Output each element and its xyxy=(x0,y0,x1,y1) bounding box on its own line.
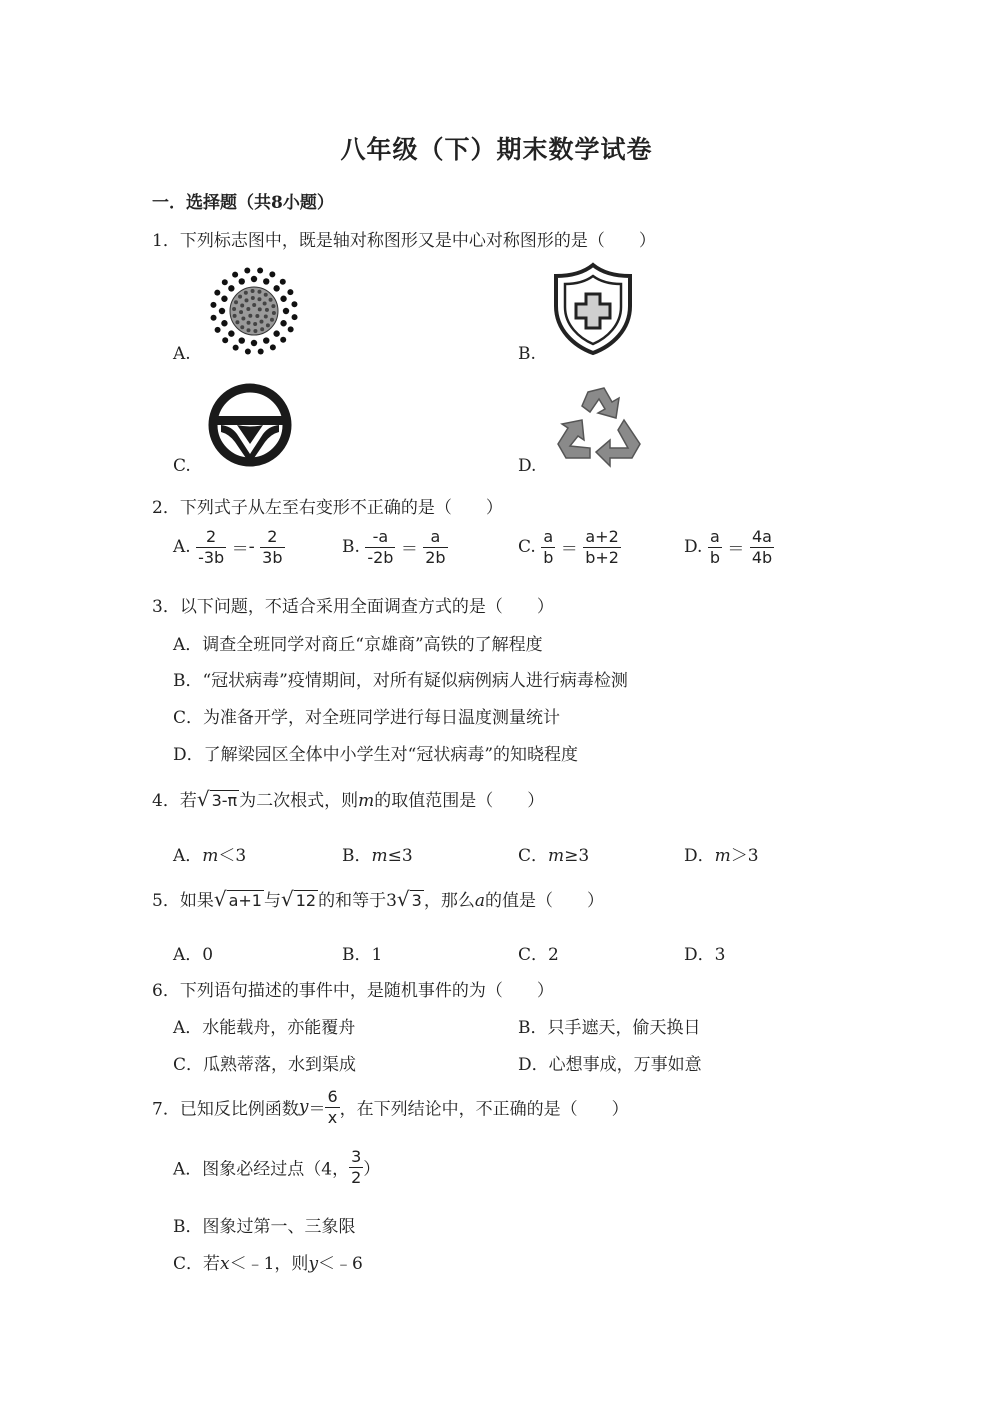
q2b-den2: 2b xyxy=(425,547,446,567)
q2-option-c xyxy=(518,528,621,566)
q7-option-b: B．图象过第一、三象限 xyxy=(173,1217,356,1237)
q5-var: a xyxy=(474,891,485,911)
q2b-left-fraction xyxy=(365,528,395,566)
q1-label-d: D. xyxy=(518,456,537,476)
q5-option-a: A．0 xyxy=(173,945,214,965)
q1-label-a: A. xyxy=(173,344,191,364)
q5-radicand-1: a+1 xyxy=(228,891,262,910)
q2b-right-fraction xyxy=(423,528,447,566)
q2b-den1: -2b xyxy=(367,547,394,567)
q2c-equals: ＝ xyxy=(560,539,578,560)
q4-prefix: 4．若 xyxy=(152,791,197,811)
q4-var: m xyxy=(358,791,375,811)
q4-mid: 为二次根式，则 xyxy=(239,791,359,811)
q5-radical-2 xyxy=(281,887,318,911)
q5-join: 与 xyxy=(263,891,281,911)
sqrt-icon: √ xyxy=(196,787,210,811)
q2-label-c: C. xyxy=(518,537,536,558)
q2a-den1: -3b xyxy=(198,547,225,567)
q7a-prefix: A．图象必经过点（4， xyxy=(173,1159,350,1180)
q2-stem: 2．下列式子从左至右变形不正确的是（ ） xyxy=(152,498,503,518)
q2a-sign: - xyxy=(248,537,255,558)
q2d-den2: 4b xyxy=(751,547,773,567)
q7-den: x xyxy=(327,1107,338,1127)
q2b-num1: -a xyxy=(365,528,395,548)
q2b-equals: ＝ xyxy=(400,539,418,560)
q2d-num1: a xyxy=(708,528,722,548)
q7c-var1: x xyxy=(220,1254,230,1274)
q7-stem xyxy=(152,1088,629,1126)
shield-cross-icon xyxy=(552,262,634,356)
q4-radical xyxy=(197,787,239,811)
q6-option-d: D．心想事成，万事如意 xyxy=(518,1055,702,1075)
sqrt-icon: √ xyxy=(396,887,410,911)
q2-label-a: A. xyxy=(173,537,191,558)
q4d-rel: ＞3 xyxy=(730,846,759,866)
q7a-den: 2 xyxy=(351,1167,362,1187)
q2a-left-fraction xyxy=(196,528,226,566)
q2d-den1: b xyxy=(709,547,720,567)
q4-radicand: 3-π xyxy=(211,791,238,810)
q2c-num2: a+2 xyxy=(583,528,621,548)
q4c-rel: ≥3 xyxy=(564,846,590,866)
q4c-var: m xyxy=(548,846,565,866)
circle-emblem-icon xyxy=(207,382,293,468)
q7-fraction xyxy=(325,1088,339,1126)
page-title: 八年级（下）期末数学试卷 xyxy=(340,135,653,164)
q5-suffix: 的值是（ ） xyxy=(484,891,604,911)
q5-stem xyxy=(152,886,604,911)
q5-option-b: B．1 xyxy=(342,945,383,965)
q5-radicand-2: 12 xyxy=(295,891,317,910)
q3-option-d: D．了解梁园区全体中小学生对“冠状病毒”的知晓程度 xyxy=(173,745,579,765)
q2a-num2: 2 xyxy=(260,528,284,548)
q7-equals: ＝ xyxy=(308,1099,326,1120)
recycle-arrows-icon xyxy=(552,382,648,468)
q2-option-d xyxy=(684,528,774,566)
q6-option-c: C．瓜熟蒂落，水到渠成 xyxy=(173,1055,357,1075)
q2d-equals: ＝ xyxy=(727,539,745,560)
section-heading: 一．选择题（共8小题） xyxy=(152,193,334,213)
q2d-left-fraction xyxy=(708,528,722,566)
q2-label-b: B. xyxy=(342,537,360,558)
q2a-num1: 2 xyxy=(196,528,226,548)
q2c-left-fraction xyxy=(541,528,555,566)
q4a-rel: ＜3 xyxy=(218,846,247,866)
q5-mid: 的和等于 xyxy=(318,891,387,911)
q2a-equals: ＝ xyxy=(231,539,249,560)
q4b-rel: ≤3 xyxy=(387,846,413,866)
q4a-label: A． xyxy=(173,846,203,866)
q2-label-d: D. xyxy=(684,537,703,558)
q7c-var2: y xyxy=(308,1254,319,1274)
q1-stem: 1．下列标志图中，既是轴对称图形又是中心对称图形的是（ ） xyxy=(152,231,656,251)
q2a-right-fraction xyxy=(260,528,284,566)
q6-option-b: B．只手遮天，偷天换日 xyxy=(518,1018,701,1038)
q7a-num: 3 xyxy=(351,1147,362,1166)
q5-prefix: 5．如果 xyxy=(152,891,214,911)
q1-label-c: C. xyxy=(173,456,191,476)
sqrt-icon: √ xyxy=(280,887,294,911)
q6-option-a: A．水能载舟，亦能覆舟 xyxy=(173,1018,356,1038)
q2c-num1: a xyxy=(541,528,555,548)
q3-option-a: A．调查全班同学对商丘“京雄商”高铁的了解程度 xyxy=(173,635,543,655)
q5-mid2: ，那么 xyxy=(423,891,475,911)
q5-radicand-3: 3 xyxy=(411,891,422,910)
q6-stem: 6．下列语句描述的事件中，是随机事件的为（ ） xyxy=(152,981,554,1001)
q2d-num2: 4a xyxy=(750,528,774,548)
q3-stem: 3．以下问题，不适合采用全面调查方式的是（ ） xyxy=(152,597,554,617)
q3-option-b: B．“冠状病毒”疫情期间，对所有疑似病例病人进行病毒检测 xyxy=(173,671,628,691)
q7-suffix: ，在下列结论中，不正确的是（ ） xyxy=(339,1099,629,1120)
q7c-suffix: ＜﹣6 xyxy=(318,1254,363,1274)
q7-option-c xyxy=(173,1249,363,1274)
virus-dots-icon xyxy=(207,264,301,358)
q2-option-a xyxy=(173,528,285,566)
q2b-num2: a xyxy=(423,528,447,548)
q4-option-c xyxy=(518,841,589,866)
q4d-label: D． xyxy=(684,846,715,866)
q4a-var: m xyxy=(202,846,219,866)
q5-option-d: D．3 xyxy=(684,945,726,965)
q2c-den1: b xyxy=(543,547,554,567)
q4-option-d xyxy=(684,841,759,866)
q1-label-b: B. xyxy=(518,344,536,364)
q2a-den2: 3b xyxy=(262,547,283,567)
q2d-right-fraction xyxy=(750,528,774,566)
q4b-var: m xyxy=(371,846,388,866)
q7-var: y xyxy=(298,1097,309,1118)
q4d-var: m xyxy=(714,846,731,866)
q5-option-c: C．2 xyxy=(518,945,559,965)
q7-num: 6 xyxy=(327,1087,338,1106)
q4-stem xyxy=(152,786,544,811)
q5-coef: 3 xyxy=(386,891,397,911)
q7a-suffix: ） xyxy=(363,1159,381,1180)
q4c-label: C． xyxy=(518,846,549,866)
q5-radical-3 xyxy=(397,887,424,911)
q4-option-a xyxy=(173,841,246,866)
q3-option-c: C．为准备开学，对全班同学进行每日温度测量统计 xyxy=(173,708,561,728)
q4-suffix: 的取值范围是（ ） xyxy=(374,791,545,811)
q2c-right-fraction xyxy=(583,528,621,566)
q4-option-b xyxy=(342,841,413,866)
q2-option-b xyxy=(342,528,448,566)
q7c-prefix: C．若 xyxy=(173,1254,221,1274)
q7c-mid: ＜﹣1，则 xyxy=(229,1254,309,1274)
q7-prefix: 7．已知反比例函数 xyxy=(152,1099,299,1120)
q4b-label: B． xyxy=(342,846,372,866)
q5-radical-1 xyxy=(214,887,264,911)
sqrt-icon: √ xyxy=(213,887,227,911)
q2c-den2: b+2 xyxy=(585,547,619,567)
q7a-fraction xyxy=(349,1148,363,1186)
q7-option-a xyxy=(173,1148,380,1186)
